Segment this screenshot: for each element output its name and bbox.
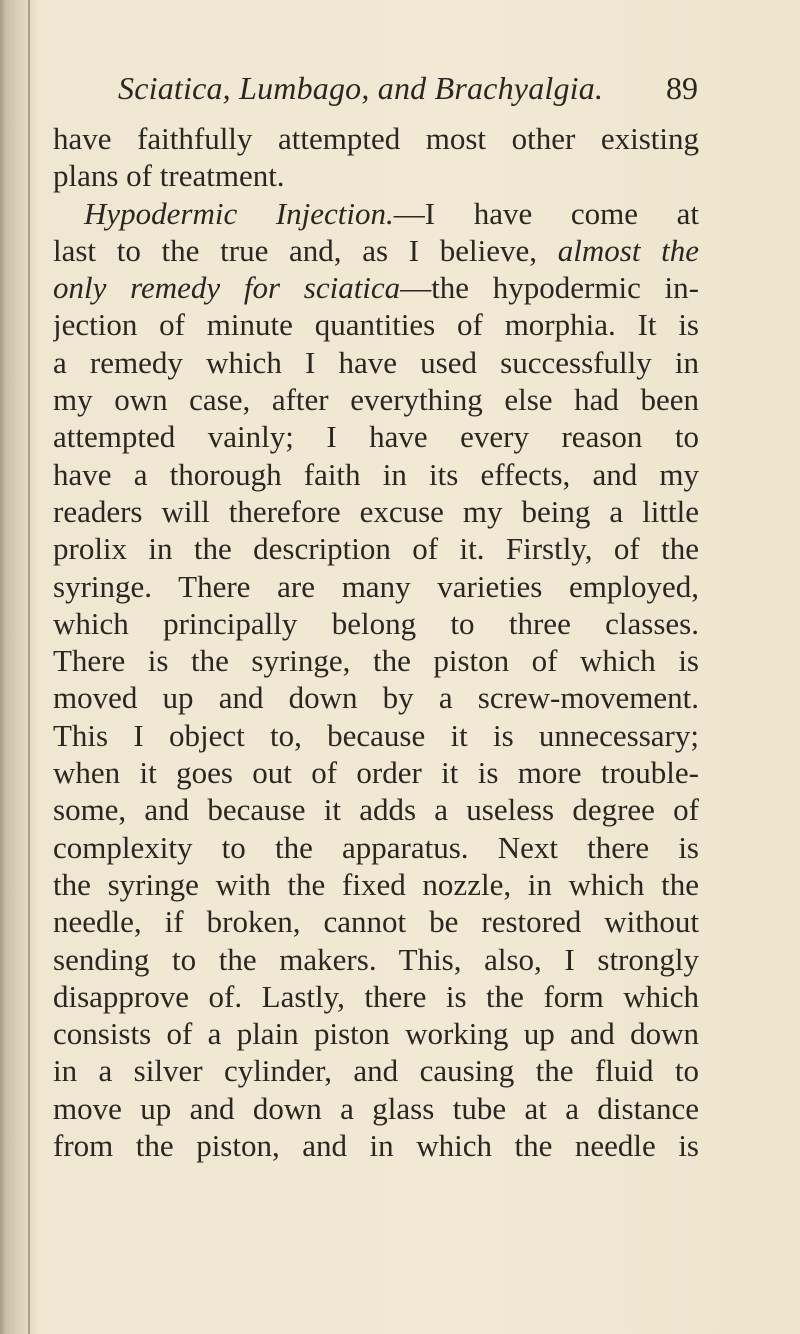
text-line: have faithfully attempted most other existing: [53, 121, 699, 156]
text-line: some, and because it adds a useless degree of: [53, 792, 699, 828]
page-gutter-shadow: [0, 0, 38, 1334]
text-line: from the piston, and in which the needle is: [53, 1128, 699, 1164]
text-line: only remedy for sciatica—the hypodermic in-: [53, 270, 699, 306]
page-header: [118, 70, 698, 114]
text-line: move up and down a glass tube at a distance: [53, 1090, 699, 1126]
text-line: when it goes out of order it is more trouble-: [53, 755, 699, 791]
text-line: jection of minute quantities of morphia. It is: [53, 307, 699, 343]
text-line: moved up and down by a screw-movement.: [53, 680, 699, 716]
text-line: which principally belong to three classes.: [53, 605, 699, 641]
text-line: This I object to, because it is unnecessary;: [53, 717, 699, 753]
text-line: a remedy which I have used successfully in: [53, 344, 699, 380]
binding-edge: [28, 0, 30, 1334]
text-line: last to the true and, as I believe, almost the: [53, 232, 699, 268]
text-line: have a thorough faith in its effects, and my: [53, 456, 699, 492]
text-line: consists of a plain piston working up and down: [53, 1016, 699, 1052]
running-title: Sciatica, Lumbago, and Brachyalgia.: [118, 70, 604, 106]
text-line: in a silver cylinder, and causing the fluid to: [53, 1053, 699, 1089]
text-line: plans of treatment.: [53, 158, 285, 194]
text-line: There is the syringe, the piston of which is: [53, 643, 699, 679]
body-text: [53, 120, 699, 1164]
text-line: prolix in the description of it. Firstly, of the: [53, 531, 699, 567]
text-line: syringe. There are many varieties employed,: [53, 568, 699, 604]
page-number: 89: [666, 70, 698, 106]
text-line: the syringe with the fixed nozzle, in which the: [53, 866, 699, 902]
text-line: my own case, after everything else had been: [53, 382, 699, 418]
text-line: disapprove of. Lastly, there is the form which: [53, 978, 699, 1014]
text-line: sending to the makers. This, also, I strongly: [53, 941, 699, 977]
section-heading: Hypodermic Injection.: [84, 195, 394, 231]
text-line: attempted vainly; I have every reason to: [53, 419, 699, 455]
text-line: Hypodermic Injection.—I have come at: [84, 195, 699, 231]
text-line: readers will therefore excuse my being a little: [53, 493, 699, 529]
text-line: needle, if broken, cannot be restored without: [53, 904, 699, 940]
text-line: complexity to the apparatus. Next there is: [53, 829, 699, 865]
